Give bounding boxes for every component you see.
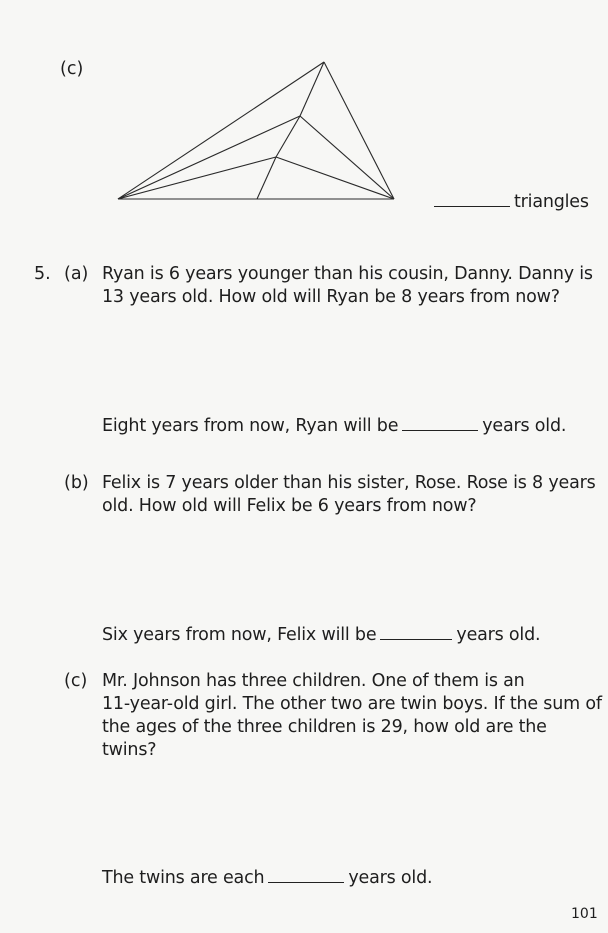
- part-c-answer: The twins are each years old.: [102, 865, 432, 890]
- part-c-line3: the ages of the three children is 29, how old are the: [102, 717, 547, 737]
- question-number: 5.: [34, 264, 51, 284]
- part-a-answer: Eight years from now, Ryan will be years old.: [102, 413, 566, 438]
- part-c-label: (c): [64, 671, 88, 691]
- part-b-label: (b): [64, 473, 89, 493]
- part-c-top-label: (c): [60, 59, 84, 79]
- figure-line-right-edge: [324, 62, 394, 199]
- part-c-top-answer: triangles: [434, 189, 589, 214]
- answer-blank-triangles[interactable]: [434, 189, 510, 207]
- part-a-line2: 13 years old. How old will Ryan be 8 years from now?: [102, 287, 560, 307]
- part-b-line2: old. How old will Felix be 6 years from now?: [102, 496, 477, 516]
- part-c-line4: twins?: [102, 740, 157, 760]
- answer-blank-ryan-age[interactable]: [402, 413, 478, 431]
- page-number: 101: [571, 906, 598, 922]
- figure-line-to-right-1: [300, 116, 394, 199]
- part-b-line1: Felix is 7 years older than his sister, Rose. Rose is 8 years: [102, 473, 596, 493]
- part-b-answer: Six years from now, Felix will be years old.: [102, 622, 540, 647]
- figure-line-cevian-low: [257, 157, 276, 199]
- part-c-line2: 11-year-old girl. The other two are twin boys. If the sum of: [102, 694, 602, 714]
- figure-line-cevian-mid: [276, 116, 300, 157]
- part-a-line1: Ryan is 6 years younger than his cousin, Danny. Danny is: [102, 264, 593, 284]
- answer-blank-felix-age[interactable]: [380, 622, 452, 640]
- part-c-line1: Mr. Johnson has three children. One of them is an: [102, 671, 525, 691]
- part-a-label: (a): [64, 264, 89, 284]
- figure-line-left-edge: [118, 62, 324, 199]
- answer-blank-twins-age[interactable]: [268, 865, 344, 883]
